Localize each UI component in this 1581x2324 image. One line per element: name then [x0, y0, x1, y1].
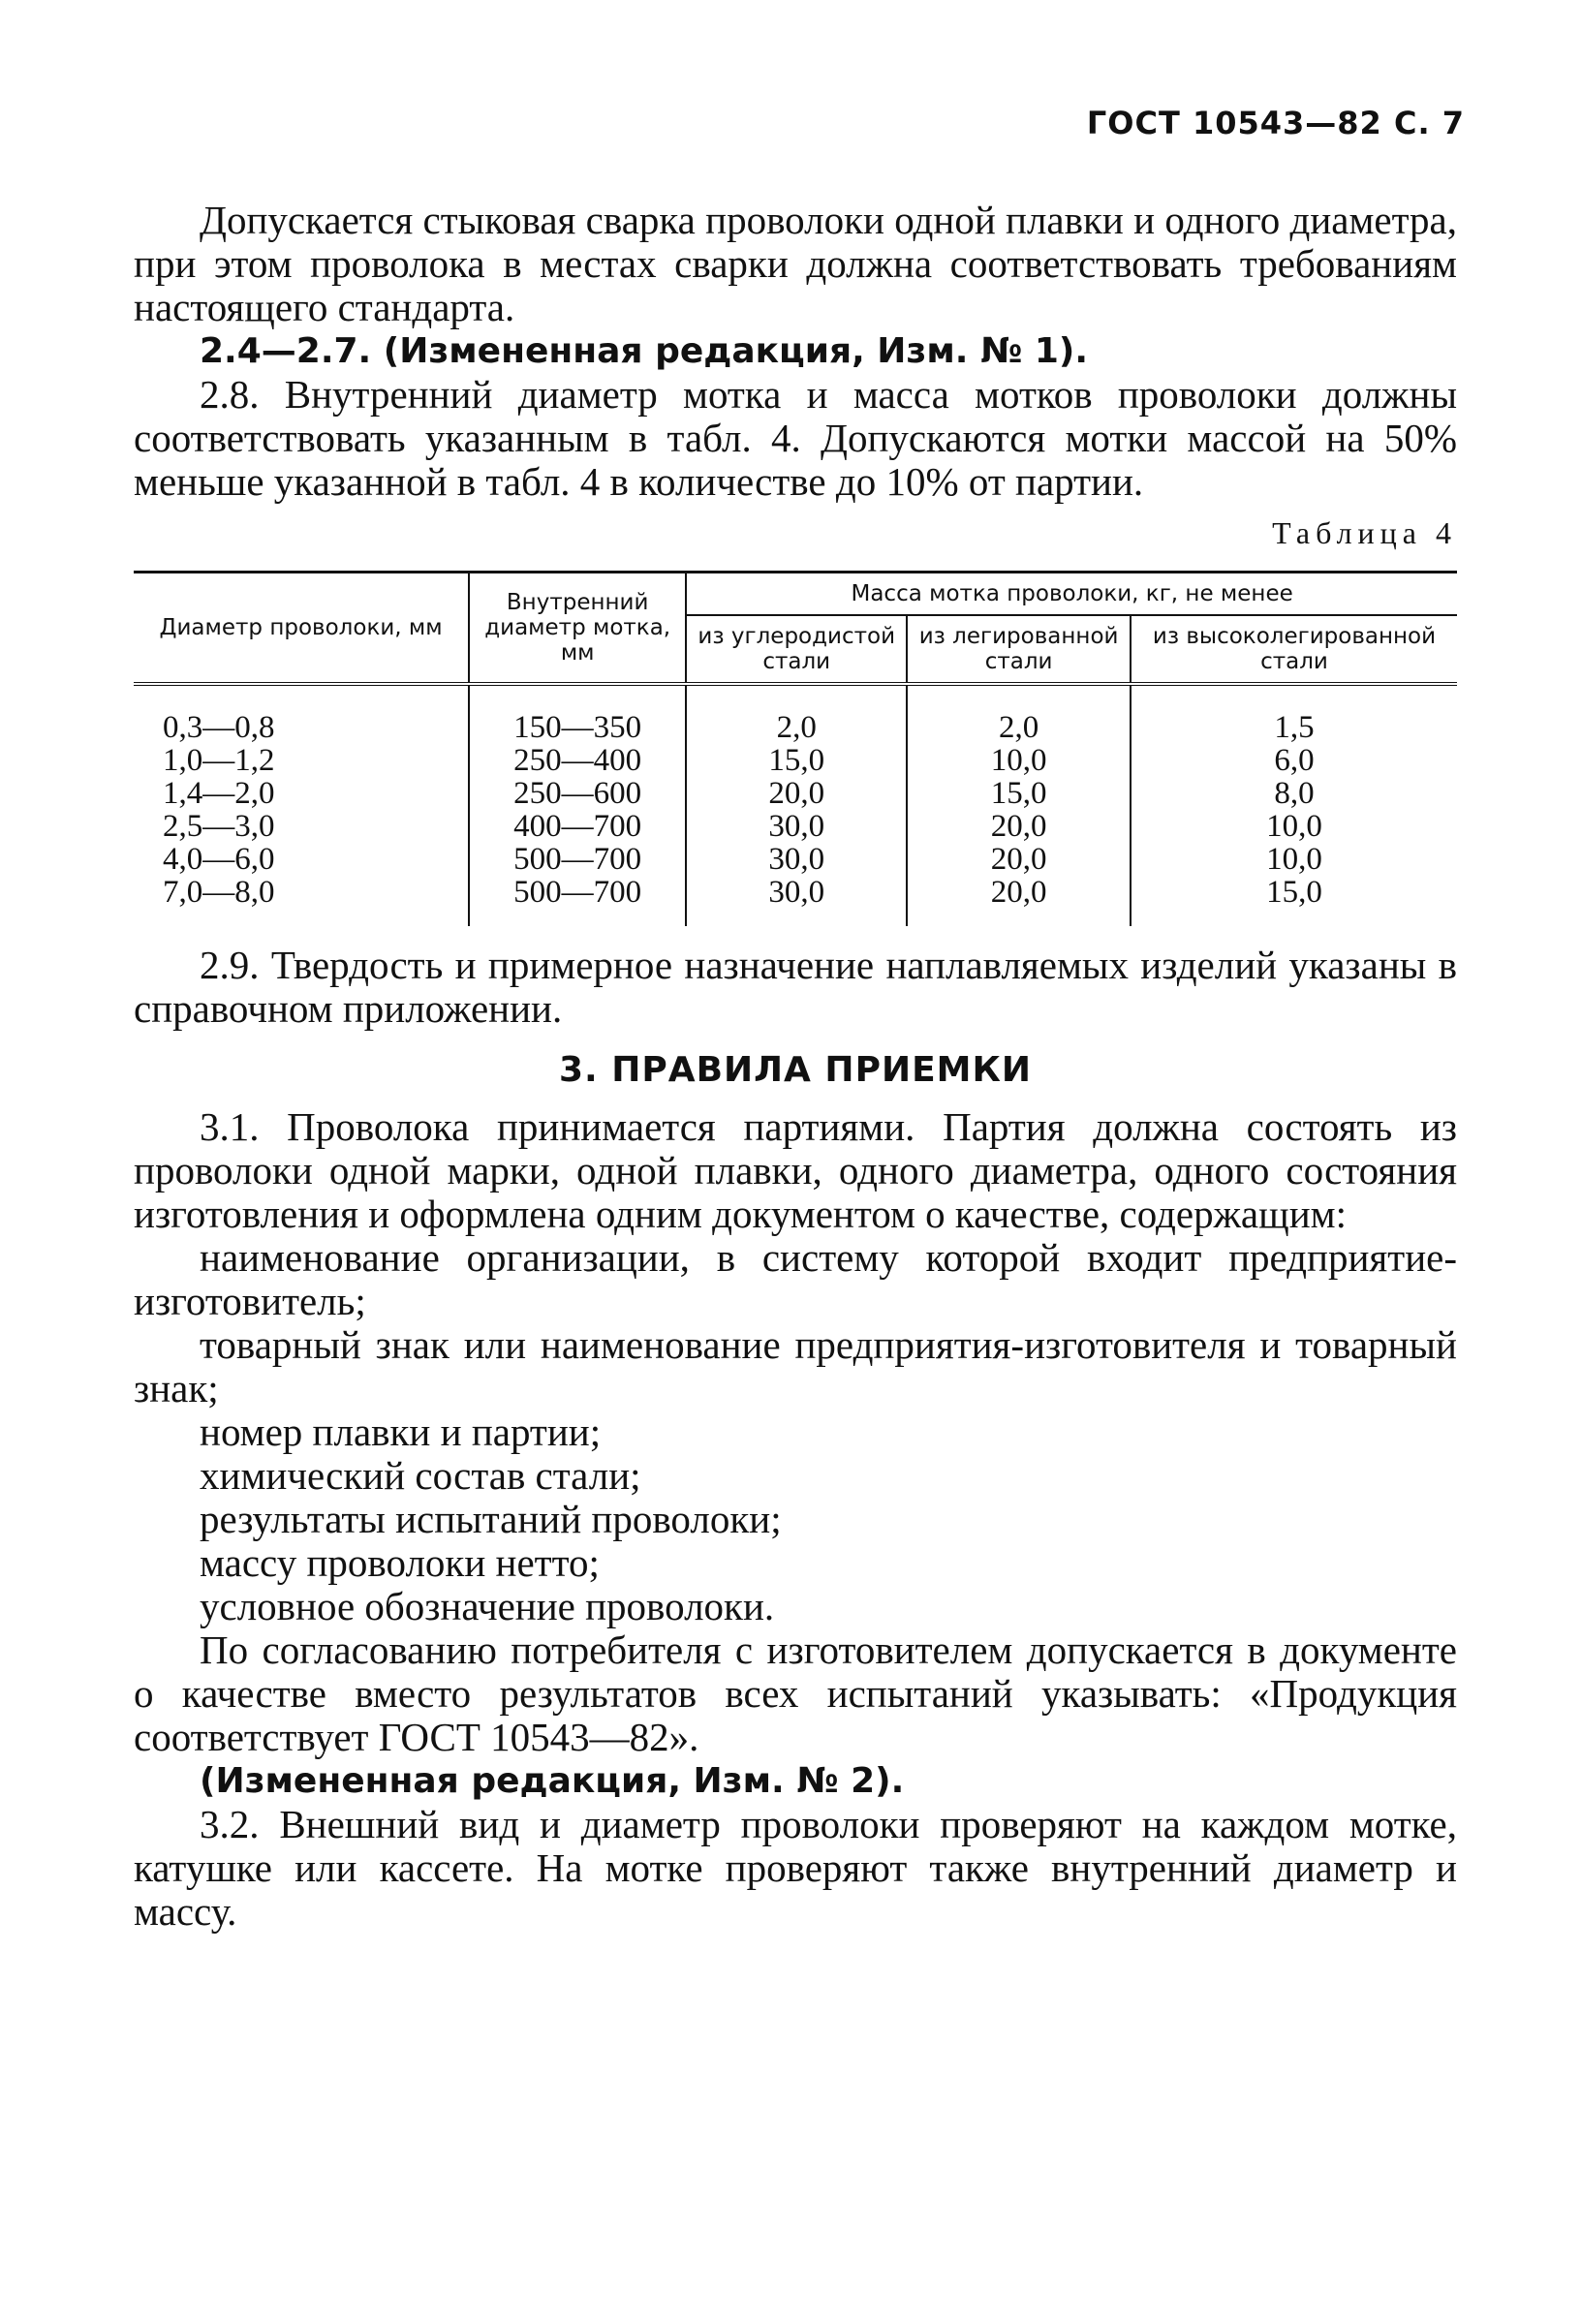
page-header: ГОСТ 10543—82 С. 7 — [1086, 105, 1465, 141]
section-title: 3. ПРАВИЛА ПРИЕМКИ — [558, 1050, 1033, 1090]
cell-carbon: 15,0 — [686, 744, 907, 777]
list-item: товарный знак или наименование предприятия-изготовителя и товарный знак; — [134, 1322, 1457, 1410]
cell-alloy: 20,0 — [907, 810, 1131, 843]
cell-inner-diameter: 250—600 — [469, 777, 686, 810]
table-row — [134, 876, 1457, 926]
table-caption: Таблица 4 — [1272, 515, 1457, 550]
cell-inner-diameter: 500—700 — [469, 876, 686, 926]
cell-diameter: 4,0—6,0 — [134, 843, 469, 876]
cell-high-alloy: 10,0 — [1131, 843, 1457, 876]
table-row — [134, 744, 1457, 777]
table-row — [134, 810, 1457, 843]
cell-inner-diameter: 400—700 — [469, 810, 686, 843]
cell-alloy: 20,0 — [907, 876, 1131, 926]
header-high-alloy-steel: из высоколегированной стали — [1131, 615, 1457, 684]
header-diameter: Диаметр проволоки, мм — [134, 573, 469, 685]
list-item: массу проволоки нетто; — [200, 1540, 600, 1585]
cell-alloy: 2,0 — [907, 684, 1131, 744]
list-item: условное обозначение проволоки. — [200, 1584, 775, 1628]
cell-carbon: 30,0 — [686, 810, 907, 843]
paragraph-2-8: 2.8. Внутренний диаметр мотка и масса мотков проволоки должны соответствовать указанным в табл. 4. Допускаются мотки массой на 50% меньше указанной в табл. 4 в количестве до 10% от партии. — [134, 372, 1457, 504]
header-inner-diameter: Внутренний диаметр мотка, мм — [469, 573, 686, 685]
cell-inner-diameter: 250—400 — [469, 744, 686, 777]
cell-alloy: 15,0 — [907, 777, 1131, 810]
header-mass-group: Масса мотка проволоки, кг, не менее — [686, 573, 1457, 616]
paragraph-change-1: 2.4—2.7. (Измененная редакция, Изм. № 1). — [200, 331, 1088, 371]
paragraph-change-2: (Измененная редакция, Изм. № 2). — [200, 1761, 905, 1801]
body-text — [134, 199, 1457, 1934]
cell-high-alloy: 10,0 — [1131, 810, 1457, 843]
paragraph-agreement: По согласованию потребителя с изготовителем допускается в документе о качестве вместо результатов всех испытаний указывать: «Продукция соответствует ГОСТ 10543—82». — [134, 1627, 1457, 1759]
cell-inner-diameter: 150—350 — [469, 684, 686, 744]
paragraph-3-1: 3.1. Проволока принимается партиями. Партия должна состоять из проволоки одной марки, одной плавки, одного диаметра, одного состояния изготовления и оформлена одним документом о качестве, содержащим: — [134, 1104, 1457, 1236]
cell-alloy: 20,0 — [907, 843, 1131, 876]
cell-high-alloy: 8,0 — [1131, 777, 1457, 810]
cell-high-alloy: 1,5 — [1131, 684, 1457, 744]
list-item: наименование организации, в систему которой входит предприятие-изготовитель; — [134, 1235, 1457, 1323]
table-row — [134, 777, 1457, 810]
paragraph-welding: Допускается стыковая сварка проволоки одной плавки и одного диаметра, при этом проволока в местах сварки должна соответствовать требованиям настоящего стандарта. — [134, 198, 1457, 329]
list-item: результаты испытаний проволоки; — [200, 1497, 782, 1541]
cell-carbon: 20,0 — [686, 777, 907, 810]
cell-diameter: 2,5—3,0 — [134, 810, 469, 843]
cell-carbon: 30,0 — [686, 876, 907, 926]
table-row — [134, 684, 1457, 744]
paragraph-3-2: 3.2. Внешний вид и диаметр проволоки проверяют на каждом мотке, катушке или кассете. На мотке проверяют также внутренний диаметр и массу. — [134, 1802, 1457, 1934]
cell-carbon: 2,0 — [686, 684, 907, 744]
header-alloy-steel: из легированной стали — [907, 615, 1131, 684]
cell-high-alloy: 6,0 — [1131, 744, 1457, 777]
paragraph-2-9: 2.9. Твердость и примерное назначение наплавляемых изделий указаны в справочном приложении. — [134, 943, 1457, 1031]
cell-alloy: 10,0 — [907, 744, 1131, 777]
cell-carbon: 30,0 — [686, 843, 907, 876]
cell-inner-diameter: 500—700 — [469, 843, 686, 876]
cell-diameter: 1,4—2,0 — [134, 777, 469, 810]
list-item: номер плавки и партии; — [200, 1410, 602, 1454]
cell-high-alloy: 15,0 — [1131, 876, 1457, 926]
cell-diameter: 1,0—1,2 — [134, 744, 469, 777]
table-row — [134, 843, 1457, 876]
cell-diameter: 0,3—0,8 — [134, 684, 469, 744]
header-carbon-steel: из углеродистой стали — [686, 615, 907, 684]
cell-diameter: 7,0—8,0 — [134, 876, 469, 926]
table-4 — [134, 571, 1457, 926]
list-item: химический состав стали; — [200, 1453, 641, 1498]
